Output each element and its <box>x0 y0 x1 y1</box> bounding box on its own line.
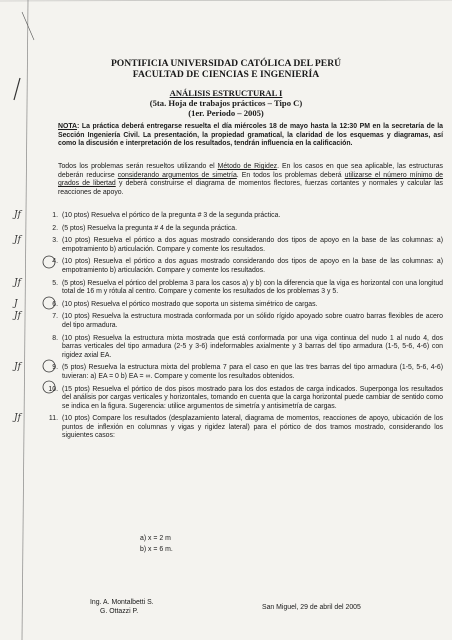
nota-text: : La práctica deberá entregarse resuelta el día miércoles 18 de mayo hasta la 12:30 PM en la secretaría de la Sección Ingeniería Civil. La presentación, la propiedad gramatical, la claridad de los esquemas y diagramas, así como la discusión e interpretación de los resultados, tendrán influencia en la calificación. <box>58 123 443 148</box>
instructions-part: . En los casos en que sea aplicable, las estructuras deberán reducirse <box>58 163 443 179</box>
handwritten-mark: J <box>14 298 18 309</box>
instructions-emphasis: Método de Rigidez <box>217 163 278 170</box>
problem-text: (10 ptos) Compare los resultados (desplazamiento lateral, diagrama de momentos, reacciones de apoyo, ubicación de los puntos de inflexión en columnas y vigas y rigidez lateral) para el pórtico de dos tramos mostrado, considerando los siguientes casos: <box>62 415 443 440</box>
university-name: PONTIFICIA UNIVERSIDAD CATÓLICA DEL PERÚ <box>110 58 342 69</box>
problem-text: (5 ptos) Resuelva el pórtico del problema 3 para los casos a) y b) con la diferencia que la viga es horizontal con una longitud total de 16 m y rótula al centro. Compare y comente los resultados de los problemas 3 y 5. <box>62 279 443 296</box>
handwritten-mark: Jf <box>14 311 21 322</box>
problem-text: (5 ptos) Resuelva la estructura mixta del problema 7 para el caso en que las tres barras del tipo armadura (1-5, 5-6, 4-6) tuvieran: a) EA = 0 b) EA = ∞. Compare y comente los resultados obtenidos. <box>62 364 443 380</box>
place-date: San Miguel, 29 de abril del 2005 <box>262 604 361 611</box>
problem-number: 1. <box>52 212 58 219</box>
instructions-part: Todos los problemas serán resueltos utilizando el <box>58 163 218 170</box>
course-title: ANÁLISIS ESTRUCTURAL I <box>169 88 283 98</box>
problem-text: (5 ptos) Resuelva la pregunta # 4 de la segunda práctica. <box>62 224 238 232</box>
circle-mark <box>43 256 55 268</box>
handwritten-mark: Jf <box>14 210 21 220</box>
problem-number: 7. <box>52 313 58 321</box>
sheet-subtitle: (5ta. Hoja de trabajos prácticos – Tipo C) <box>149 98 303 108</box>
handwritten-mark: Jf <box>14 413 21 424</box>
nota-label: NOTA <box>58 123 78 130</box>
problem-number: 2. <box>52 224 58 232</box>
problem-text: (10 ptos) Resuelva la estructura mostrada conformada por un sólido rígido apoyado sobre cuatro barras flexibles de acero del tipo armadura. <box>62 313 443 329</box>
problem-number: 6. <box>52 300 58 308</box>
signature-line: Ing. A. Montalbetti S. <box>90 599 154 606</box>
problem-text: (10 ptos) Resuelva el pórtico mostrado que soporta un sistema simétrico de cargas. <box>62 300 318 308</box>
faculty-name: FACULTAD DE CIENCIAS E INGENIERÍA <box>132 69 320 80</box>
instructions-emphasis: considerando argumentos de simetría <box>117 171 237 179</box>
period-subtitle: (1er. Periodo – 2005) <box>188 108 264 118</box>
problem-number: 9. <box>52 364 58 372</box>
problem-number: 10. <box>48 385 58 393</box>
handwritten-mark: Jf <box>14 277 21 288</box>
problem-text: (10 ptos) Resuelva la estructura mixta mostrada que está conformada por una viga continua del nudo 1 al nudo 4, dos barras verticales del tipo armadura (2-5 y 3-6) indeformables axialmente y 3 barras del tipo armadura (1-5, 5-6, 4-6) con rigidez axial EA. <box>62 334 443 359</box>
circle-mark <box>43 381 55 393</box>
handwritten-mark: Jf <box>14 362 21 373</box>
instructions-part: . En todos los problemas deberá <box>236 171 345 179</box>
problem-number: 5. <box>52 279 58 287</box>
circle-mark <box>43 297 55 309</box>
problem-number: 8. <box>52 334 58 342</box>
circle-mark <box>43 360 55 372</box>
problem-number: 3. <box>52 237 58 245</box>
problem-number: 4. <box>52 258 58 266</box>
problem-text: (10 ptos) Resuelva el pórtico de la pregunta # 3 de la segunda práctica. <box>62 212 281 219</box>
case-item: a) x = 2 m <box>140 535 171 542</box>
instructions-emphasis: utilizarse el número mínimo de grados de libertad <box>58 171 444 188</box>
signature-line: G. Ottazzi P. <box>100 608 139 615</box>
problem-text: (10 ptos) Resuelva el pórtico a dos aguas mostrado considerando dos tipos de apoyo en la base de las columnas: a) empotramiento b) articulación. Compare y comente los resultados. <box>62 237 443 253</box>
instructions-part: y deberá construirse el diagrama de momentos flectores, fuerzas cortantes y normales y calcular las reacciones de apoyo. <box>58 180 443 196</box>
problem-number: 11. <box>48 415 58 423</box>
handwritten-mark: Jf <box>14 235 21 246</box>
case-item: b) x = 6 m. <box>140 546 173 553</box>
problem-text: (15 ptos) Resuelva el pórtico de dos pisos mostrado para los dos estados de carga indicados. Superponga los resultados del análisis por cargas verticales y horizontales, tomando en cuenta que la carga horizontal puede cambiar de sentido como se indica en la figura. Sugerencia: utilice argumentos de simetría y antisimetría de cargas. <box>62 385 443 410</box>
problem-text: (10 ptos) Resuelva el pórtico a dos aguas mostrado considerando dos tipos de apoyo en la base de las columnas: a) empotramiento b) articulación. Compare y comente los resultados. <box>62 258 443 274</box>
